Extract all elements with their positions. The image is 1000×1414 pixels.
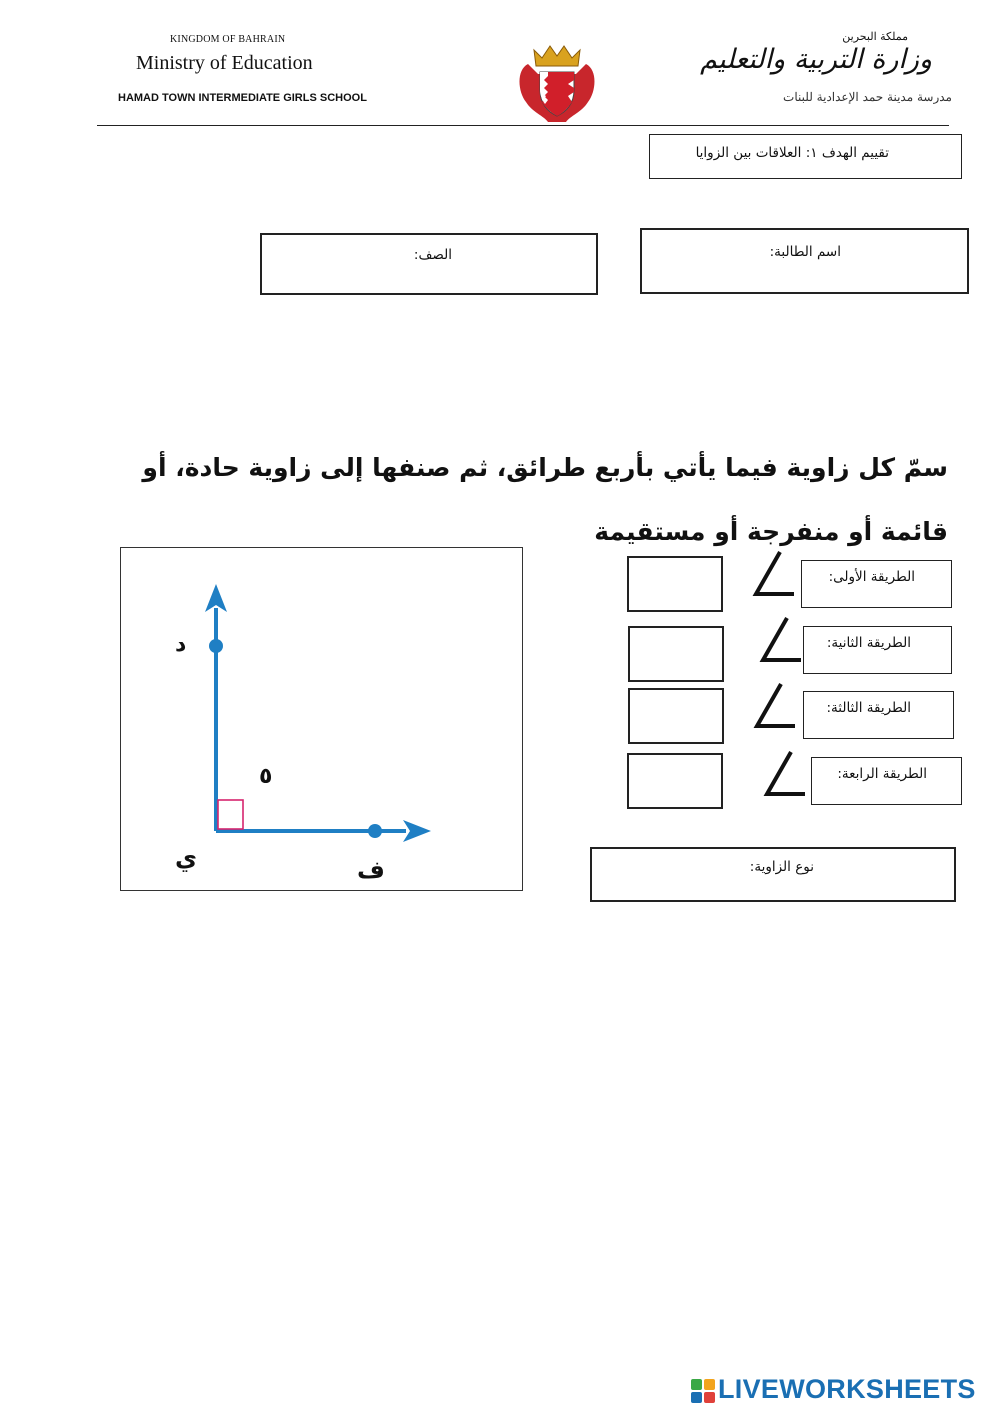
- header-divider: [97, 125, 949, 126]
- angle-type-field[interactable]: [590, 847, 956, 902]
- school-ar: مدرسة مدينة حمد الإعدادية للبنات: [783, 90, 952, 104]
- angle-figure: [120, 547, 523, 891]
- ministry-ar: وزارة التربية والتعليم: [700, 44, 932, 75]
- arrow-up-icon: [205, 584, 227, 612]
- answer-box-1[interactable]: [627, 556, 723, 612]
- point-d-dot: [209, 639, 223, 653]
- point-f-dot: [368, 824, 382, 838]
- right-angle-mark: [218, 800, 243, 829]
- angle-symbol-icon: [757, 614, 803, 666]
- angle-symbol-icon: [751, 680, 797, 732]
- angle-symbol-icon: [750, 548, 796, 600]
- angle-type-label: نوع الزاوية:: [749, 859, 814, 875]
- point-d-label: د: [175, 632, 187, 657]
- answer-box-3[interactable]: [628, 688, 724, 744]
- class-field[interactable]: [260, 233, 598, 295]
- method-label-4: الطريقة الرابعة:: [837, 766, 927, 782]
- method-label-3: الطريقة الثالثة:: [826, 700, 911, 716]
- point-y-label: ي: [175, 844, 197, 872]
- brand-text: LIVEWORKSHEETS: [718, 1374, 976, 1404]
- kingdom-en: KINGDOM OF BAHRAIN: [170, 34, 286, 45]
- objective-box: [649, 134, 962, 179]
- method-label-2: الطريقة الثانية:: [826, 635, 911, 651]
- student-name-label: اسم الطالبة:: [769, 244, 841, 260]
- bahrain-emblem-icon: [514, 30, 600, 126]
- angle-number-label: ٥: [259, 764, 273, 789]
- method-label-box-1: [801, 560, 952, 608]
- student-name-field[interactable]: [640, 228, 969, 294]
- ministry-en: Ministry of Education: [136, 52, 313, 74]
- method-label-box-4: [811, 757, 962, 805]
- class-label: الصف:: [413, 247, 452, 263]
- kingdom-ar: مملكة البحرين: [842, 30, 908, 43]
- header-arabic: [700, 28, 960, 118]
- arrow-right-icon: [403, 820, 431, 842]
- method-label-1: الطريقة الأولى:: [828, 569, 915, 585]
- answer-box-4[interactable]: [627, 753, 723, 809]
- point-f-label: ف: [357, 856, 385, 884]
- method-label-box-3: [803, 691, 954, 739]
- instruction-text: سمّ كل زاوية فيما يأتي بأربع طرائق، ثم صنفها إلى زاوية حادة، أو قائمة أو منفرجة أو مستقيمة: [142, 453, 948, 546]
- answer-box-2[interactable]: [628, 626, 724, 682]
- angle-symbol-icon: [761, 748, 807, 800]
- method-label-box-2: [803, 626, 952, 674]
- liveworksheets-blocks-icon: [690, 1378, 716, 1404]
- school-en: HAMAD TOWN INTERMEDIATE GIRLS SCHOOL: [118, 92, 367, 104]
- objective-text: تقييم الهدف ١: العلاقات بين الزوايا: [695, 145, 889, 161]
